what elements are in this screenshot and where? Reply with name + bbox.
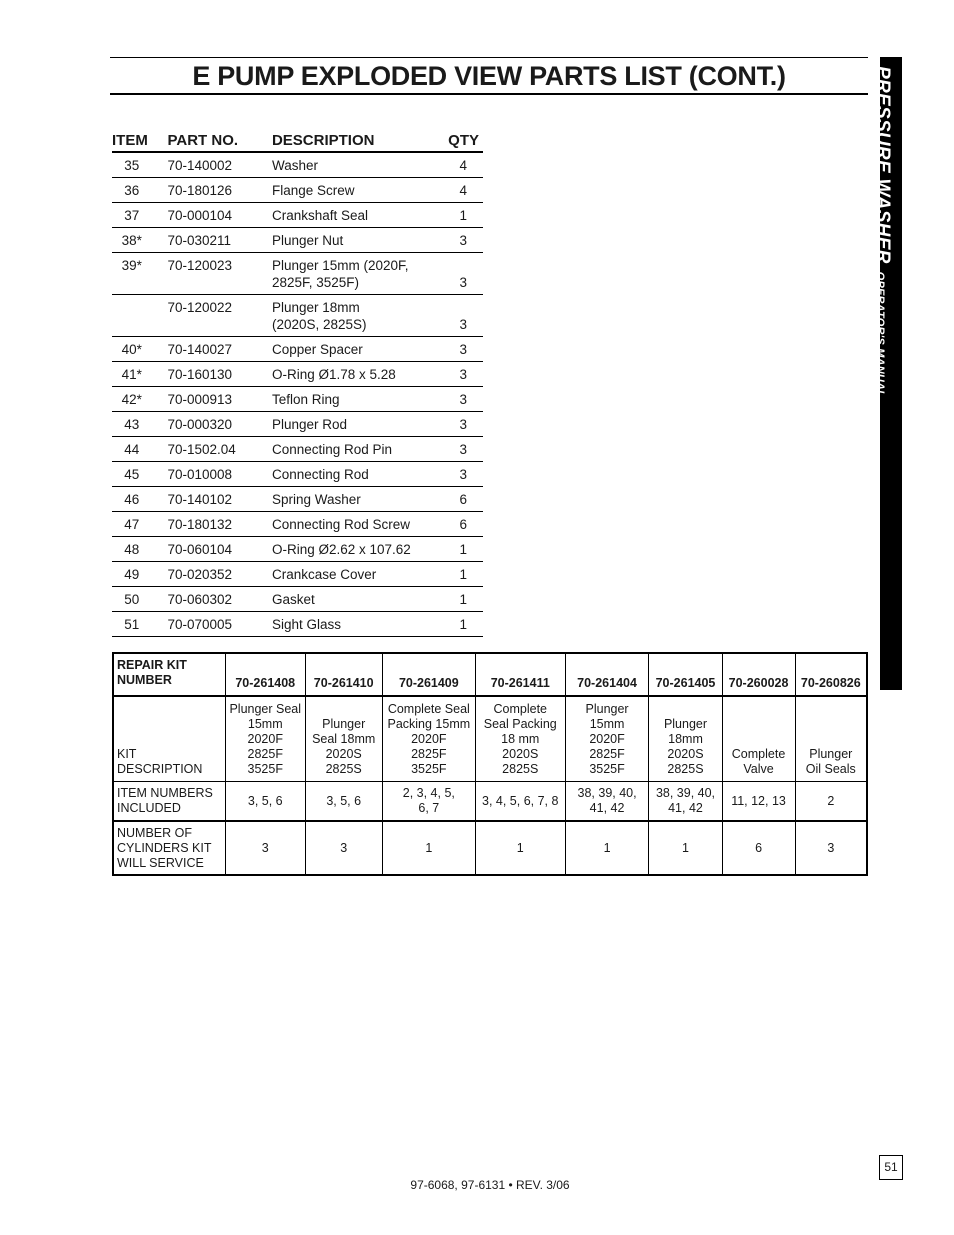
parts-row [112,512,483,537]
kit-items-line: 2, 3, 4, 5, [402,786,455,800]
item-number: 41* [112,362,167,387]
kit-items-line: 3, 4, 5, 6, 7, 8 [482,793,559,808]
description-line: Teflon Ring [271,392,340,407]
parts-body [112,152,483,637]
parts-row [112,362,483,387]
part-qty: 3 [440,337,483,362]
part-number: 70-160130 [167,362,272,387]
kit-description-line: Complete Seal [387,702,470,716]
kit-description-line: Plunger [322,717,366,731]
part-description [272,562,440,587]
description-line: O-Ring Ø1.78 x 5.28 [271,367,396,382]
kit-description [649,696,722,782]
kit-description-line: 2825F [589,747,625,761]
description-line: Copper Spacer [271,342,363,357]
kit-number: 70-261411 [475,653,565,696]
kit-description-line: Seal 18mm [312,732,376,746]
parts-row [112,203,483,228]
kit-description-line: 2020F [589,732,625,746]
kit-number-row [113,653,867,696]
item-number: 39* [112,253,167,295]
row-label-line: REPAIR KIT [117,658,187,672]
kit-items-line: 11, 12, 13 [731,793,786,808]
kit-cylinders: 6 [722,821,795,875]
kit-items-label [113,782,225,822]
kit-description [382,696,475,782]
row-label-line: INCLUDED [117,801,181,815]
part-description [272,512,440,537]
part-description [272,337,440,362]
part-description [272,487,440,512]
kit-cylinders-label [113,821,225,875]
repair-kit-table [112,652,868,876]
description-line: Washer [271,158,318,173]
kit-description-line: 3525F [247,762,283,776]
kit-items [475,782,565,822]
kit-description-line: 2020F [247,732,283,746]
description-line: Connecting Rod Pin [271,442,393,457]
kit-description-line: 2825S [667,762,704,776]
row-label-line: CYLINDERS KIT [117,840,212,855]
part-qty: 1 [440,612,483,637]
side-tab-sub: OPERATOR'S MANUAL [874,271,886,398]
row-label-line: NUMBER [117,673,172,687]
description-line: O-Ring Ø2.62 x 107.62 [271,542,411,557]
part-number: 70-010008 [167,462,272,487]
row-label-line: DESCRIPTION [117,762,203,776]
part-qty: 1 [440,562,483,587]
parts-row [112,487,483,512]
description-line: Plunger 15mm (2020F, [271,258,409,273]
parts-table [112,128,483,637]
description-line: Plunger Nut [271,233,344,248]
row-label-line: WILL SERVICE [117,855,204,870]
item-number: 38* [112,228,167,253]
part-description [272,612,440,637]
kit-number: 70-261408 [225,653,305,696]
description-line: Sight Glass [271,617,341,632]
kit-description-line: 2825S [502,762,539,776]
kit-description-line: 18 mm [501,732,540,746]
kit-description [475,696,565,782]
top-rule [110,57,868,58]
kit-number: 70-261405 [649,653,722,696]
row-label-line: ITEM NUMBERS [117,786,213,800]
part-description [272,587,440,612]
part-number: 70-020352 [167,562,272,587]
part-description [272,387,440,412]
part-qty: 4 [440,178,483,203]
item-number: 46 [112,487,167,512]
part-qty: 1 [440,203,483,228]
item-number: 37 [112,203,167,228]
part-number: 70-060104 [167,537,272,562]
side-tab-text [871,66,893,397]
kit-items-line: 3, 5, 6 [326,793,362,808]
kit-items [565,782,649,822]
part-qty: 3 [440,295,483,337]
part-description [272,462,440,487]
part-description [272,362,440,387]
kit-description-line: 2020S [325,747,362,761]
description-line: (2020S, 2825S) [271,317,367,332]
kit-description-line: Oil Seals [805,762,856,776]
item-number: 36 [112,178,167,203]
header-part-no: PART NO. [167,128,272,152]
parts-row [112,387,483,412]
kit-cylinders: 3 [795,821,867,875]
part-qty: 6 [440,512,483,537]
kit-number-label [113,653,225,696]
header-qty: QTY [440,128,483,152]
kit-description-line: 15mm [589,717,625,731]
part-number: 70-140102 [167,487,272,512]
part-number: 70-140002 [167,152,272,178]
row-label-line: KIT [117,747,137,761]
part-description [272,295,440,337]
kit-number: 70-260028 [722,653,795,696]
parts-row [112,228,483,253]
part-description [272,253,440,295]
page-number: 51 [879,1155,903,1180]
kit-items [305,782,382,822]
kit-description-line: 2825F [411,747,447,761]
kit-description-line: Plunger [809,747,853,761]
part-qty: 3 [440,412,483,437]
description-line: Gasket [271,592,315,607]
part-qty: 3 [440,437,483,462]
kit-description [722,696,795,782]
kit-cylinders: 1 [382,821,475,875]
kit-items-line: 6, 7 [418,801,440,815]
parts-row [112,612,483,637]
part-number: 70-000320 [167,412,272,437]
parts-row [112,437,483,462]
kit-items-line: 41, 42 [668,801,703,815]
title-rule [110,93,868,95]
kit-description-line: 2825S [325,762,362,776]
kit-cylinders: 1 [475,821,565,875]
parts-row [112,152,483,178]
kit-description-label [113,696,225,782]
parts-row [112,178,483,203]
description-line: Flange Screw [271,183,355,198]
header-item: ITEM [112,128,167,152]
kit-description-line: Plunger Seal [229,702,302,716]
kit-description [305,696,382,782]
item-number: 51 [112,612,167,637]
part-number: 70-120022 [167,295,272,337]
description-line: Connecting Rod Screw [271,517,411,532]
description-line: Connecting Rod [271,467,369,482]
part-description [272,152,440,178]
kit-number: 70-261410 [305,653,382,696]
kit-items-line: 38, 39, 40, [655,786,716,800]
part-qty: 6 [440,487,483,512]
item-number [112,295,167,337]
kit-items-line: 3, 5, 6 [247,793,283,808]
part-number: 70-140027 [167,337,272,362]
part-number: 70-000104 [167,203,272,228]
kit-items-line: 38, 39, 40, [577,786,637,800]
part-number: 70-030211 [167,228,272,253]
item-number: 50 [112,587,167,612]
description-line: Crankcase Cover [271,567,377,582]
kit-description-line: Plunger [663,717,708,731]
page-title: E PUMP EXPLODED VIEW PARTS LIST (CONT.) [192,61,786,91]
parts-row [112,337,483,362]
kit-description-line: 18mm [668,732,703,746]
item-number: 48 [112,537,167,562]
kit-description [565,696,649,782]
part-number: 70-180126 [167,178,272,203]
part-description [272,228,440,253]
kit-description-row [113,696,867,782]
parts-row [112,295,483,337]
part-number: 70-120023 [167,253,272,295]
kit-number: 70-260826 [795,653,867,696]
item-number: 44 [112,437,167,462]
description-line: Crankshaft Seal [271,208,369,223]
part-qty: 3 [440,228,483,253]
part-description [272,537,440,562]
item-number: 49 [112,562,167,587]
part-qty: 4 [440,152,483,178]
kit-items [795,782,867,822]
part-description [272,437,440,462]
part-qty: 3 [440,387,483,412]
kit-description-line: 15mm [247,717,283,731]
kit-description-line: 2020S [667,747,704,761]
part-qty: 3 [440,462,483,487]
kit-description-line: Complete [731,747,786,761]
kit-items-line: 41, 42 [589,801,625,815]
kit-description [795,696,867,782]
kit-description [225,696,305,782]
item-number: 42* [112,387,167,412]
item-number: 40* [112,337,167,362]
kit-description-line: 2020S [502,747,539,761]
parts-row [112,562,483,587]
kit-description-line: Packing 15mm [387,717,471,731]
kit-description-line: 3525F [589,762,625,776]
parts-row [112,587,483,612]
description-line: Plunger Rod [271,417,348,432]
footer-revision: 97-6068, 97-6131 • REV. 3/06 [410,1178,570,1192]
part-number: 70-1502.04 [167,437,272,462]
kit-description-line: 2825F [247,747,283,761]
description-line: 2825F, 3525F) [271,275,360,290]
part-number: 70-060302 [167,587,272,612]
part-number: 70-000913 [167,387,272,412]
kit-items-line: 2 [827,793,835,808]
side-tab-main: PRESSURE WASHER [872,66,893,264]
kit-cylinders: 1 [565,821,649,875]
part-qty: 3 [440,362,483,387]
part-description [272,203,440,228]
kit-items [649,782,722,822]
kit-items-row [113,782,867,822]
parts-row [112,462,483,487]
description-line: Plunger 18mm [271,300,360,315]
kit-cylinders: 1 [649,821,722,875]
kit-description-line: Complete [493,702,547,716]
part-number: 70-180132 [167,512,272,537]
kit-cylinders: 3 [225,821,305,875]
part-description [272,412,440,437]
kit-description-line: 2020F [411,732,447,746]
parts-row [112,412,483,437]
kit-items [382,782,475,822]
row-label-line: NUMBER OF [117,825,192,840]
item-number: 43 [112,412,167,437]
parts-row [112,253,483,295]
kit-cylinders-row [113,821,867,875]
parts-row [112,537,483,562]
kit-description-line: 3525F [411,762,447,776]
parts-header-row [112,128,483,152]
part-qty: 1 [440,537,483,562]
kit-number: 70-261409 [382,653,475,696]
part-number: 70-070005 [167,612,272,637]
kit-description-line: Valve [743,762,774,776]
item-number: 47 [112,512,167,537]
kit-cylinders: 3 [305,821,382,875]
kit-description-line: Seal Packing [483,717,557,731]
item-number: 35 [112,152,167,178]
description-line: Spring Washer [271,492,361,507]
kit-number: 70-261404 [565,653,649,696]
part-qty: 1 [440,587,483,612]
header-description: DESCRIPTION [272,128,440,152]
kit-items [722,782,795,822]
kit-items [225,782,305,822]
part-qty: 3 [440,253,483,295]
kit-description-line: Plunger [585,702,629,716]
item-number: 45 [112,462,167,487]
part-description [272,178,440,203]
